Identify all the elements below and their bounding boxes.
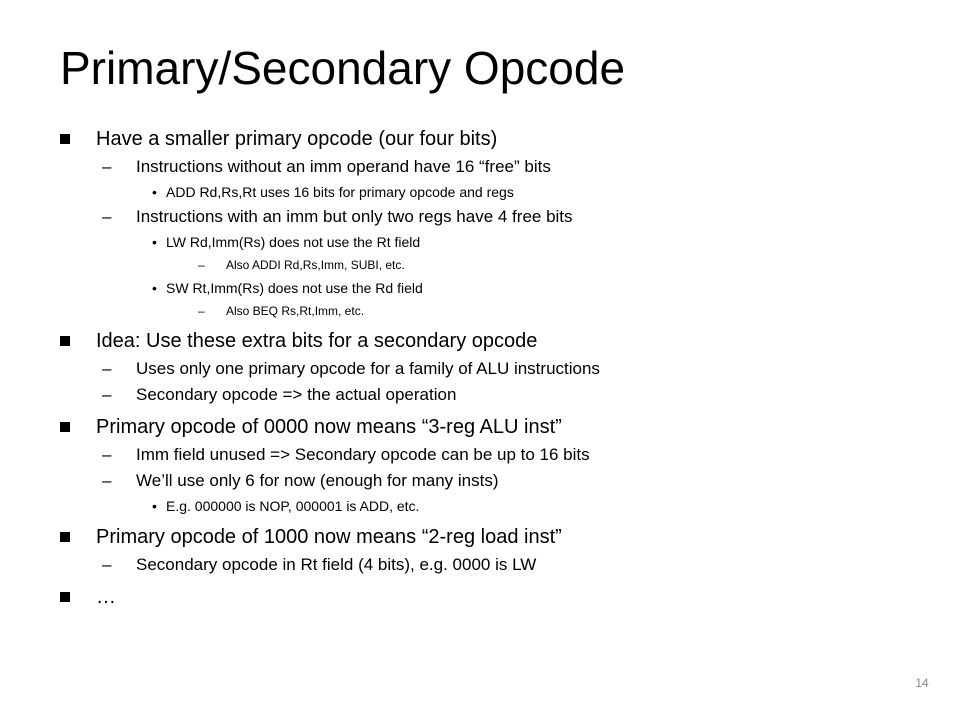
bullet-text: Imm field unused => Secondary opcode can be up to 16 bits bbox=[136, 445, 590, 464]
bullet-text: Primary opcode of 0000 now means “3-reg ALU inst” bbox=[96, 416, 562, 438]
square-bullet-icon bbox=[60, 592, 70, 602]
dash-bullet-icon: – bbox=[102, 359, 112, 378]
bullet-text: ADD Rd,Rs,Rt uses 16 bits for primary opcode and regs bbox=[166, 184, 514, 200]
dash-bullet-icon: – bbox=[102, 207, 112, 226]
round-bullet-icon: • bbox=[152, 280, 157, 296]
bullet-item-level-2 bbox=[60, 382, 920, 408]
bullet-text: Instructions without an imm operand have 16 “free” bits bbox=[136, 157, 551, 176]
dash-bullet-icon: – bbox=[102, 445, 112, 464]
bullet-item-level-3 bbox=[60, 180, 920, 204]
dash-bullet-icon: – bbox=[102, 157, 112, 176]
bullet-text: Primary opcode of 1000 now means “2-reg load inst” bbox=[96, 526, 562, 548]
bullet-item-level-1 bbox=[60, 326, 920, 356]
square-bullet-icon bbox=[60, 336, 70, 346]
bullet-item-level-2 bbox=[60, 442, 920, 468]
square-bullet-icon bbox=[60, 422, 70, 432]
bullet-text: LW Rd,Imm(Rs) does not use the Rt field bbox=[166, 234, 421, 250]
bullet-item-level-2 bbox=[60, 552, 920, 578]
bullet-text: Instructions with an imm but only two regs have 4 free bits bbox=[136, 207, 573, 226]
bullet-item-level-1 bbox=[60, 582, 920, 612]
dash-bullet-icon: – bbox=[102, 385, 112, 404]
bullet-text: Secondary opcode in Rt field (4 bits), e.g. 0000 is LW bbox=[136, 555, 537, 574]
dash-bullet-icon: – bbox=[198, 304, 205, 318]
bullet-list bbox=[60, 120, 920, 612]
bullet-text: SW Rt,Imm(Rs) does not use the Rd field bbox=[166, 280, 423, 296]
round-bullet-icon: • bbox=[152, 498, 157, 514]
bullet-text: Idea: Use these extra bits for a secondary opcode bbox=[96, 330, 538, 352]
bullet-text: Have a smaller primary opcode (our four bits) bbox=[96, 128, 498, 150]
bullet-text: Secondary opcode => the actual operation bbox=[136, 385, 457, 404]
square-bullet-icon bbox=[60, 532, 70, 542]
round-bullet-icon: • bbox=[152, 184, 157, 200]
slide-title: Primary/Secondary Opcode bbox=[60, 42, 626, 94]
bullet-text: E.g. 000000 is NOP, 000001 is ADD, etc. bbox=[166, 498, 420, 514]
bullet-item-level-2 bbox=[60, 356, 920, 382]
bullet-item-level-2 bbox=[60, 154, 920, 180]
bullet-item-level-1 bbox=[60, 124, 920, 154]
dash-bullet-icon: – bbox=[198, 258, 205, 272]
bullet-text: … bbox=[96, 586, 116, 608]
dash-bullet-icon: – bbox=[102, 471, 112, 490]
bullet-item-level-3 bbox=[60, 494, 920, 518]
bullet-item-level-3 bbox=[60, 276, 920, 300]
bullet-text: Uses only one primary opcode for a family of ALU instructions bbox=[136, 359, 600, 378]
bullet-item-level-2 bbox=[60, 204, 920, 230]
bullet-item-level-4 bbox=[60, 254, 920, 276]
bullet-item-level-1 bbox=[60, 522, 920, 552]
bullet-item-level-1 bbox=[60, 412, 920, 442]
round-bullet-icon: • bbox=[152, 234, 157, 250]
dash-bullet-icon: – bbox=[102, 555, 112, 574]
bullet-item-level-3 bbox=[60, 230, 920, 254]
bullet-text: Also BEQ Rs,Rt,Imm, etc. bbox=[226, 304, 365, 318]
bullet-text: We’ll use only 6 for now (enough for many insts) bbox=[136, 471, 499, 490]
square-bullet-icon bbox=[60, 134, 70, 144]
bullet-text: Also ADDI Rd,Rs,Imm, SUBI, etc. bbox=[226, 258, 405, 272]
bullet-item-level-2 bbox=[60, 468, 920, 494]
bullet-item-level-4 bbox=[60, 300, 920, 322]
page-number: 14 bbox=[915, 676, 929, 690]
